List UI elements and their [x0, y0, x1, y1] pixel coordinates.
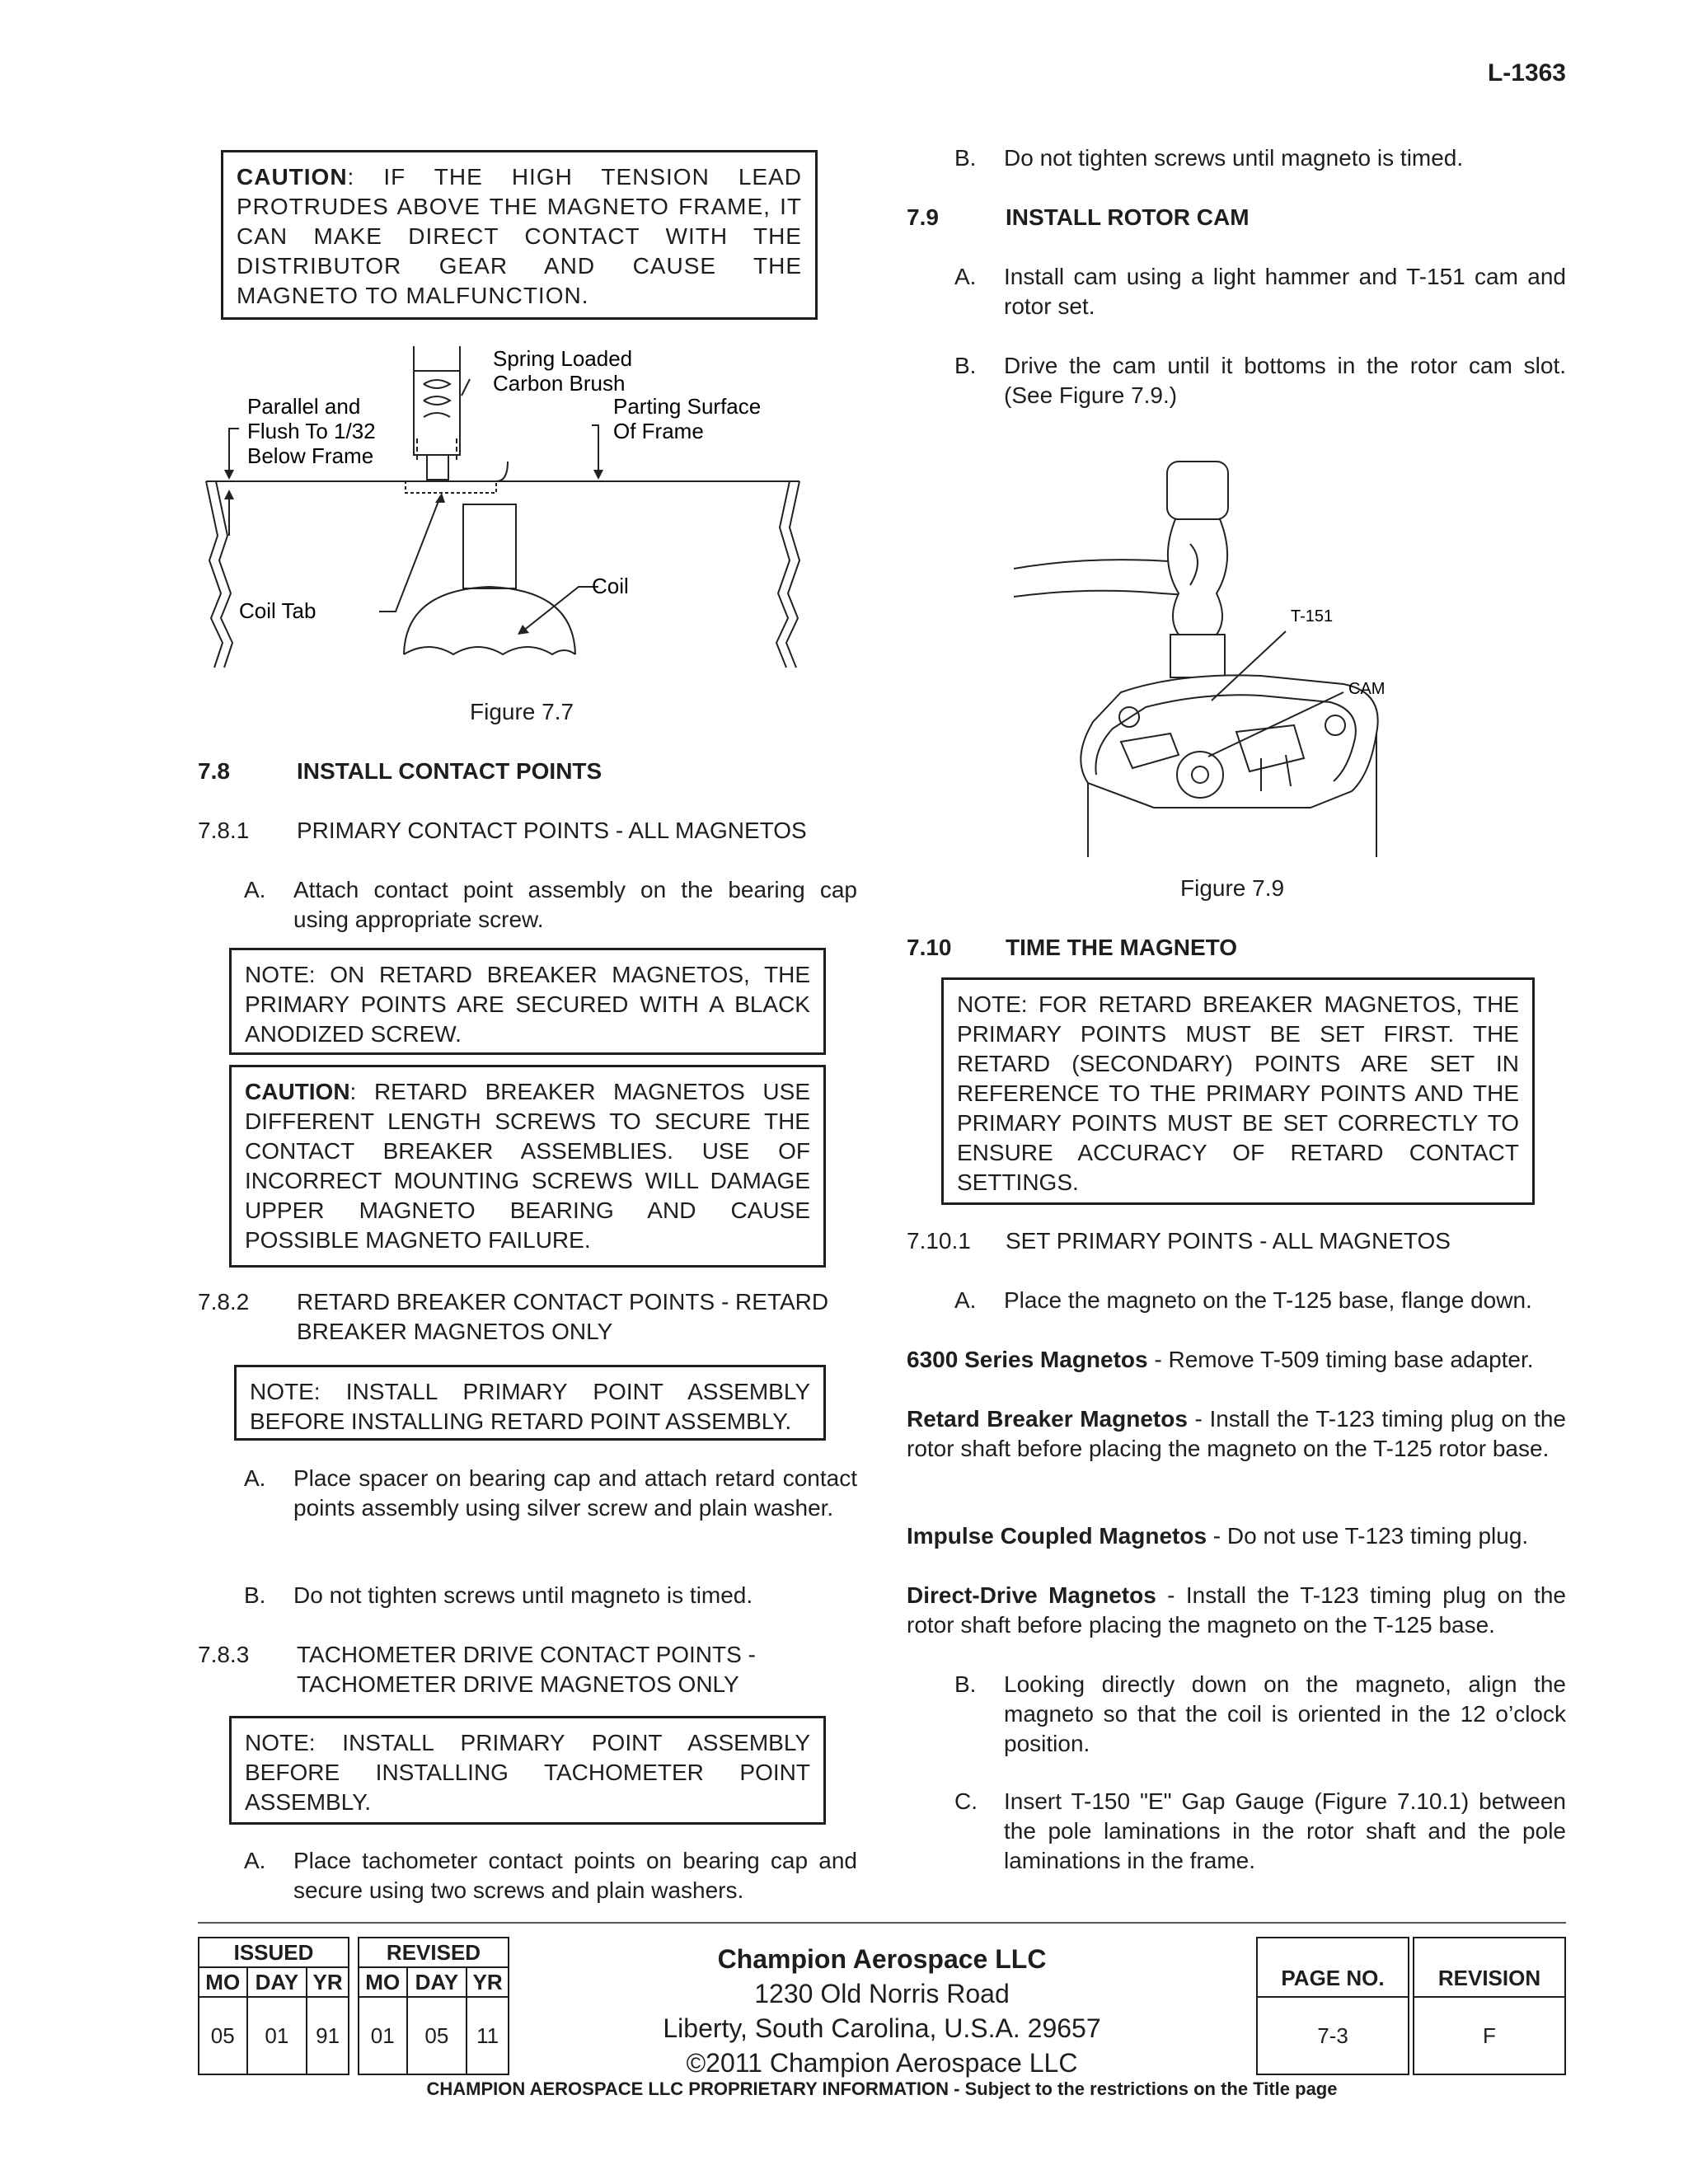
left-column	[198, 0, 857, 1920]
revision-table	[1413, 1937, 1566, 2075]
step-letter: A.	[244, 1848, 266, 1873]
para-direct-drive	[907, 1581, 1566, 1640]
section-number: 7.10.1	[907, 1228, 971, 1254]
note-black-anodized-screw: NOTE: ON RETARD BREAKER MAGNETOS, THE PRIMARY POINTS ARE SECURED WITH A BLACK ANODIZED SCREW.	[229, 948, 826, 1055]
label-below-frame: Below Frame	[247, 443, 374, 468]
section-7-8-3	[198, 1640, 857, 1699]
label-t151: T-151	[1291, 607, 1334, 626]
step-letter: A.	[244, 877, 266, 902]
revised-yr-label: YR	[467, 1967, 509, 1997]
issued-mo-label: MO	[199, 1967, 247, 1997]
section-title: TACHOMETER DRIVE CONTACT POINTS - TACHOMETER DRIVE MAGNETOS ONLY	[297, 1642, 756, 1697]
step-letter: A.	[954, 1287, 977, 1313]
section-7-9	[907, 203, 1566, 232]
step-7-10-1-c	[954, 1787, 1566, 1876]
label-spring-loaded: Spring Loaded	[493, 346, 633, 371]
issued-yr: 91	[307, 1997, 349, 2074]
label-coil-tab: Coil Tab	[239, 598, 316, 623]
step-7-8-2-a	[244, 1464, 857, 1523]
caution-label: CAUTION	[237, 164, 348, 190]
issued-day: 01	[247, 1997, 307, 2074]
step-text: Place tachometer contact points on bearing cap and secure using two screws and plain washers.	[293, 1848, 857, 1903]
step-text: Drive the cam until it bottoms in the rotor cam slot. (See Figure 7.9.)	[1004, 353, 1566, 408]
section-7-10-1	[907, 1226, 1566, 1256]
step-text: Looking directly down on the magneto, align the magneto so that the coil is oriented in the 12 o’clock position.	[1004, 1671, 1566, 1756]
section-number: 7.8.2	[198, 1289, 250, 1315]
proprietary-notice: CHAMPION AEROSPACE LLC PROPRIETARY INFORMATION - Subject to the restrictions on the Title page	[426, 2079, 1338, 2099]
document-number: L-1363	[1487, 59, 1566, 87]
section-7-8-1	[198, 816, 857, 846]
para-text: - Do not use T-123 timing plug.	[1207, 1523, 1529, 1549]
step-text: Install cam using a light hammer and T-151 cam and rotor set.	[1004, 264, 1566, 319]
figure-7-9-diagram	[1014, 445, 1541, 857]
section-number: 7.9	[907, 204, 939, 230]
caution-label: CAUTION	[245, 1079, 350, 1104]
step-7-8-3-a	[244, 1846, 857, 1905]
revised-date-table	[358, 1937, 509, 2075]
step-text: Do not tighten screws until magneto is timed.	[293, 1582, 753, 1608]
company-address-2: Liberty, South Carolina, U.S.A. 29657	[663, 2013, 1101, 2043]
step-text: Attach contact point assembly on the bearing cap using appropriate screw.	[293, 877, 857, 932]
section-title: PRIMARY CONTACT POINTS - ALL MAGNETOS	[297, 818, 807, 843]
revision-label: REVISION	[1414, 1938, 1565, 1997]
company-name: Champion Aerospace LLC	[717, 1944, 1047, 1974]
step-text: Do not tighten screws until magneto is timed.	[1004, 145, 1464, 171]
company-block	[528, 1942, 1236, 2080]
label-parting-surface: Parting Surface	[613, 394, 762, 419]
step-text: Place the magneto on the T-125 base, flange down.	[1004, 1287, 1532, 1313]
section-7-8	[198, 757, 857, 786]
caution-box-screws	[229, 1065, 826, 1268]
step-letter: C.	[954, 1788, 978, 1814]
figure-7-9-caption: Figure 7.9	[1180, 875, 1285, 901]
issued-date-table	[198, 1937, 349, 2075]
step-text: Place spacer on bearing cap and attach retard contact points assembly using silver screw and plain washer.	[293, 1465, 857, 1521]
section-number: 7.8.3	[198, 1642, 250, 1667]
issued-day-label: DAY	[247, 1967, 307, 1997]
step-7-9-a	[954, 262, 1566, 321]
section-title: RETARD BREAKER CONTACT POINTS - RETARD BREAKER MAGNETOS ONLY	[297, 1289, 829, 1344]
step-letter: A.	[244, 1465, 266, 1491]
step-7-10-1-a	[954, 1286, 1566, 1315]
page-no: 7-3	[1257, 1997, 1409, 2074]
note-install-primary-tach: NOTE: INSTALL PRIMARY POINT ASSEMBLY BEFORE INSTALLING TACHOMETER POINT ASSEMBLY.	[229, 1716, 826, 1825]
revision-value: F	[1414, 1997, 1565, 2074]
figure-7-7-diagram	[190, 346, 832, 676]
caution-text: : RETARD BREAKER MAGNETOS USE DIFFERENT LENGTH SCREWS TO SECURE THE CONTACT BREAKER ASSEMBLIES. USE OF INCORRECT MOUNTING SCREWS WILL DAMAGE UPPER MAGNETO BEARING AND CAUSE POSSIBLE MAGNETO FAILURE.	[245, 1079, 810, 1253]
section-title: INSTALL CONTACT POINTS	[297, 758, 603, 784]
note-retard-primary-first: NOTE: FOR RETARD BREAKER MAGNETOS, THE PRIMARY POINTS MUST BE SET FIRST. THE RETARD (SECONDARY) POINTS ARE SET IN REFERENCE TO THE PRIMARY POINTS AND THE PRIMARY POINTS MUST BE SET CORRECTLY TO ENSURE ACCURACY OF RETARD CONTACT SETTINGS.	[941, 977, 1535, 1205]
footer-rule	[198, 1922, 1566, 1924]
section-title: INSTALL ROTOR CAM	[1006, 204, 1250, 230]
label-of-frame: Of Frame	[613, 419, 704, 443]
section-title: SET PRIMARY POINTS - ALL MAGNETOS	[1006, 1228, 1451, 1254]
section-7-10	[907, 933, 1566, 963]
issued-mo: 05	[199, 1997, 247, 2074]
company-address-1: 1230 Old Norris Road	[754, 1979, 1010, 2008]
step-7-10-1-b	[954, 1670, 1566, 1759]
section-number: 7.8	[198, 758, 230, 784]
para-heading: Retard Breaker Magnetos	[907, 1406, 1188, 1432]
step-7-9-b	[954, 351, 1566, 410]
page-no-label: PAGE NO.	[1257, 1938, 1409, 1997]
figure-7-7-caption: Figure 7.7	[470, 699, 574, 724]
para-6300-series	[907, 1345, 1566, 1375]
label-cam: CAM	[1348, 680, 1386, 698]
section-title: TIME THE MAGNETO	[1006, 935, 1238, 960]
para-text: - Remove T-509 timing base adapter.	[1147, 1347, 1534, 1372]
label-coil: Coil	[592, 574, 629, 598]
step-letter: B.	[954, 1671, 977, 1697]
revised-label: REVISED	[359, 1938, 509, 1967]
label-flush: Flush To 1/32	[247, 419, 376, 443]
revised-yr: 11	[467, 1997, 509, 2074]
right-column	[907, 0, 1566, 1920]
revised-mo: 01	[359, 1997, 407, 2074]
issued-label: ISSUED	[199, 1938, 349, 1967]
para-text: - Install the T-123 timing plug on the rotor shaft before placing the magneto on the T-125 base.	[907, 1582, 1567, 1638]
para-heading: Impulse Coupled Magnetos	[907, 1523, 1207, 1549]
para-retard-breaker	[907, 1404, 1566, 1464]
step-letter: A.	[954, 264, 977, 289]
revised-day: 05	[407, 1997, 467, 2074]
para-impulse-coupled	[907, 1521, 1566, 1551]
section-number: 7.8.1	[198, 818, 250, 843]
section-number: 7.10	[907, 935, 952, 960]
caution-text: : IF THE HIGH TENSION LEAD PROTRUDES ABOVE THE MAGNETO FRAME, IT CAN MAKE DIRECT CONTACT WITH THE DISTRIBUTOR GEAR AND CAUSE THE MAGNETO TO MALFUNCTION.	[237, 164, 802, 308]
section-7-8-2	[198, 1287, 857, 1347]
page-number-table	[1256, 1937, 1409, 2075]
step-letter: B.	[954, 145, 977, 171]
step-7-8-2-b	[244, 1581, 857, 1610]
revised-day-label: DAY	[407, 1967, 467, 1997]
step-letter: B.	[954, 353, 977, 378]
step-text: Insert T-150 "E" Gap Gauge (Figure 7.10.1) between the pole laminations in the rotor shaft and the pole laminations in the frame.	[1004, 1788, 1566, 1873]
step-top-b	[954, 143, 1566, 173]
para-text: - Install the T-123 timing plug on the rotor shaft before placing the magneto on the T-125 rotor base.	[907, 1406, 1566, 1461]
para-heading: 6300 Series Magnetos	[907, 1347, 1148, 1372]
step-letter: B.	[244, 1582, 266, 1608]
issued-yr-label: YR	[307, 1967, 349, 1997]
company-copyright: ©2011 Champion Aerospace LLC	[686, 2048, 1078, 2078]
step-7-8-1-a	[244, 875, 857, 935]
para-heading: Direct-Drive Magnetos	[907, 1582, 1156, 1608]
note-install-primary-retard: NOTE: INSTALL PRIMARY POINT ASSEMBLY BEFORE INSTALLING RETARD POINT ASSEMBLY.	[234, 1365, 826, 1441]
label-parallel: Parallel and	[247, 394, 361, 419]
revised-mo-label: MO	[359, 1967, 407, 1997]
label-carbon-brush: Carbon Brush	[493, 371, 626, 396]
caution-box-top	[221, 150, 818, 320]
